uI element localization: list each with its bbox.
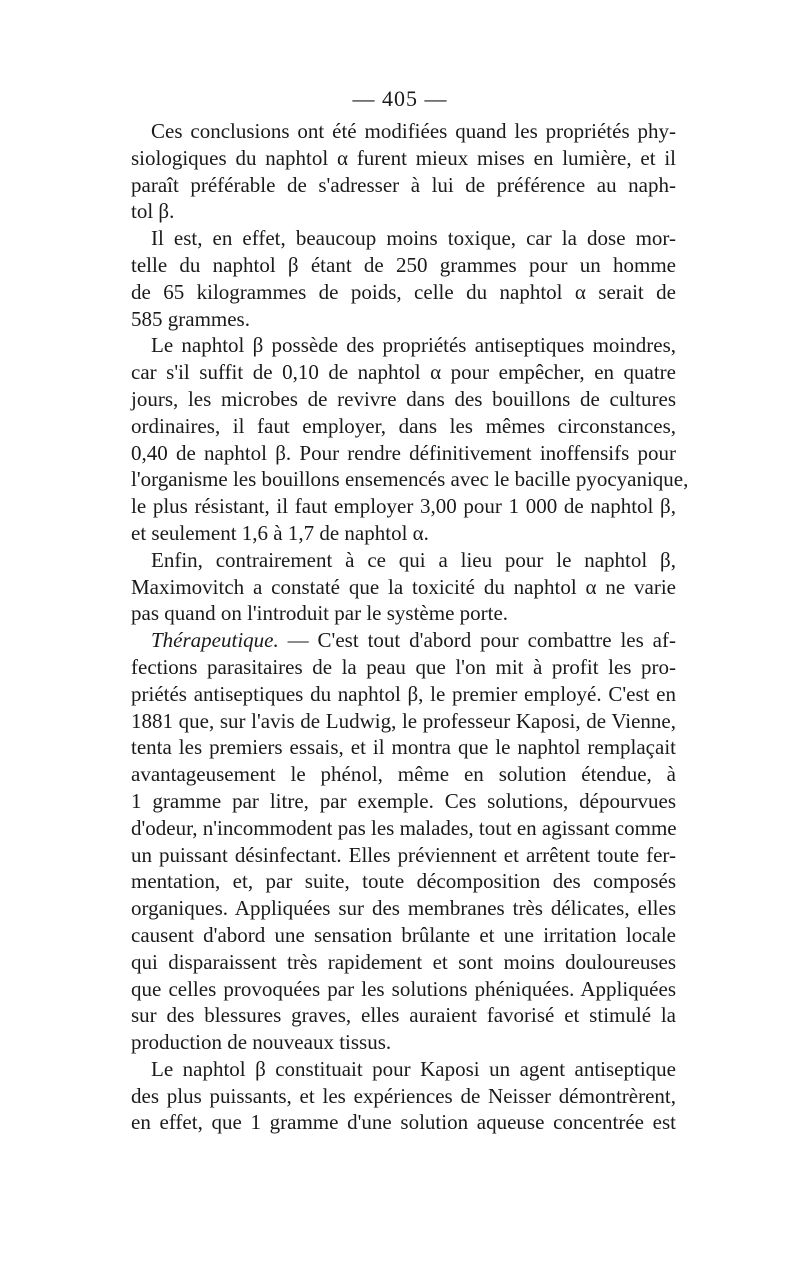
text-line: des plus puissants, et les expériences de Neisser démontrèrent, — [131, 1083, 676, 1108]
text-line: ordinaires, il faut employer, dans les mêmes circonstances, — [131, 413, 676, 438]
text-line: sur des blessures graves, elles auraient favorisé et stimulé la — [131, 1003, 676, 1028]
text-line: organiques. Appliquées sur des membranes très délicates, elles — [131, 896, 676, 921]
text-line: que celles provoquées par les solutions phéniquées. Appliquées — [131, 976, 676, 1001]
paragraph — [131, 1056, 676, 1136]
text-line: paraît préférable de s'adresser à lui de préférence au naph- — [131, 172, 676, 197]
text-line: Maximovitch a constaté que la toxicité du naphtol α ne varie — [131, 574, 676, 599]
text-line: en effet, que 1 gramme d'une solution aqueuse concentrée est — [131, 1110, 676, 1135]
text-line: Ces conclusions ont été modifiées quand les propriétés phy- — [151, 119, 676, 143]
paragraph — [131, 332, 689, 546]
text-line: siologiques du naphtol α furent mieux mises en lumière, et il — [131, 145, 676, 170]
text-line: car s'il suffit de 0,10 de naphtol α pour empêcher, en quatre — [131, 360, 676, 385]
text-line: un puissant désinfectant. Elles préviennent et arrêtent toute fer- — [131, 842, 676, 867]
text-line: 1 gramme par litre, par exemple. Ces solutions, dépourvues — [131, 788, 676, 813]
text-line: qui disparaissent très rapidement et sont moins douloureuses — [131, 949, 676, 974]
paragraph — [131, 225, 676, 332]
text-line: causent d'abord une sensation brûlante et une irritation locale — [131, 922, 676, 947]
page-number: — 405 — — [352, 86, 448, 111]
text-line — [131, 627, 676, 654]
text-line: l'organisme les bouillons ensemencés avec le bacille pyocyanique, — [131, 467, 689, 492]
text-line: Le naphtol β possède des propriétés antiseptiques moindres, — [151, 333, 676, 358]
text-line: le plus résistant, il faut employer 3,00 pour 1 000 de naphtol β, — [131, 494, 676, 519]
text-line: d'odeur, n'incommodent pas les malades, tout en agissant comme — [131, 815, 677, 840]
text-line: 1881 que, sur l'avis de Ludwig, le professeur Kaposi, de Vienne, — [131, 708, 676, 733]
text-line: avantageusement le phénol, même en solution étendue, à — [131, 762, 676, 787]
paragraph — [131, 547, 676, 627]
text-line: de 65 kilogrammes de poids, celle du naphtol α serait de — [131, 279, 676, 304]
body-text — [131, 118, 689, 1136]
text-line: Enfin, contrairement à ce qui a lieu pour le naphtol β, — [151, 547, 676, 572]
text-line: 0,40 de naphtol β. Pour rendre définitivement inoffensifs pour — [131, 440, 676, 465]
text-line: jours, les microbes de revivre dans des bouillons de cultures — [131, 386, 676, 411]
text-line: telle du naphtol β étant de 250 grammes pour un homme — [131, 252, 676, 277]
text-line: mentation, et, par suite, toute décomposition des composés — [131, 869, 676, 894]
text-line: Il est, en effet, beaucoup moins toxique, car la dose mor- — [151, 226, 676, 251]
text-line: fections parasitaires de la peau que l'on mit à profit les pro- — [131, 654, 676, 679]
text-line: 585 grammes. — [131, 306, 250, 331]
text-line: tol β. — [131, 199, 175, 224]
section-heading: Thérapeutique. — [151, 628, 279, 653]
text-line: priétés antiseptiques du naphtol β, le premier employé. C'est en — [131, 681, 676, 706]
text-line: Le naphtol β constituait pour Kaposi un agent antiseptique — [151, 1056, 676, 1081]
text-line: tenta les premiers essais, et il montra que le naphtol remplaçait — [131, 735, 676, 760]
text-line: production de nouveaux tissus. — [131, 1030, 392, 1055]
paragraph — [131, 118, 676, 225]
text-run: — C'est tout d'abord pour combattre les af- — [278, 628, 676, 653]
text-line: et seulement 1,6 à 1,7 de naphtol α. — [131, 520, 429, 545]
text-line: pas quand on l'introduit par le système porte. — [131, 601, 509, 626]
paragraph — [131, 627, 676, 1056]
